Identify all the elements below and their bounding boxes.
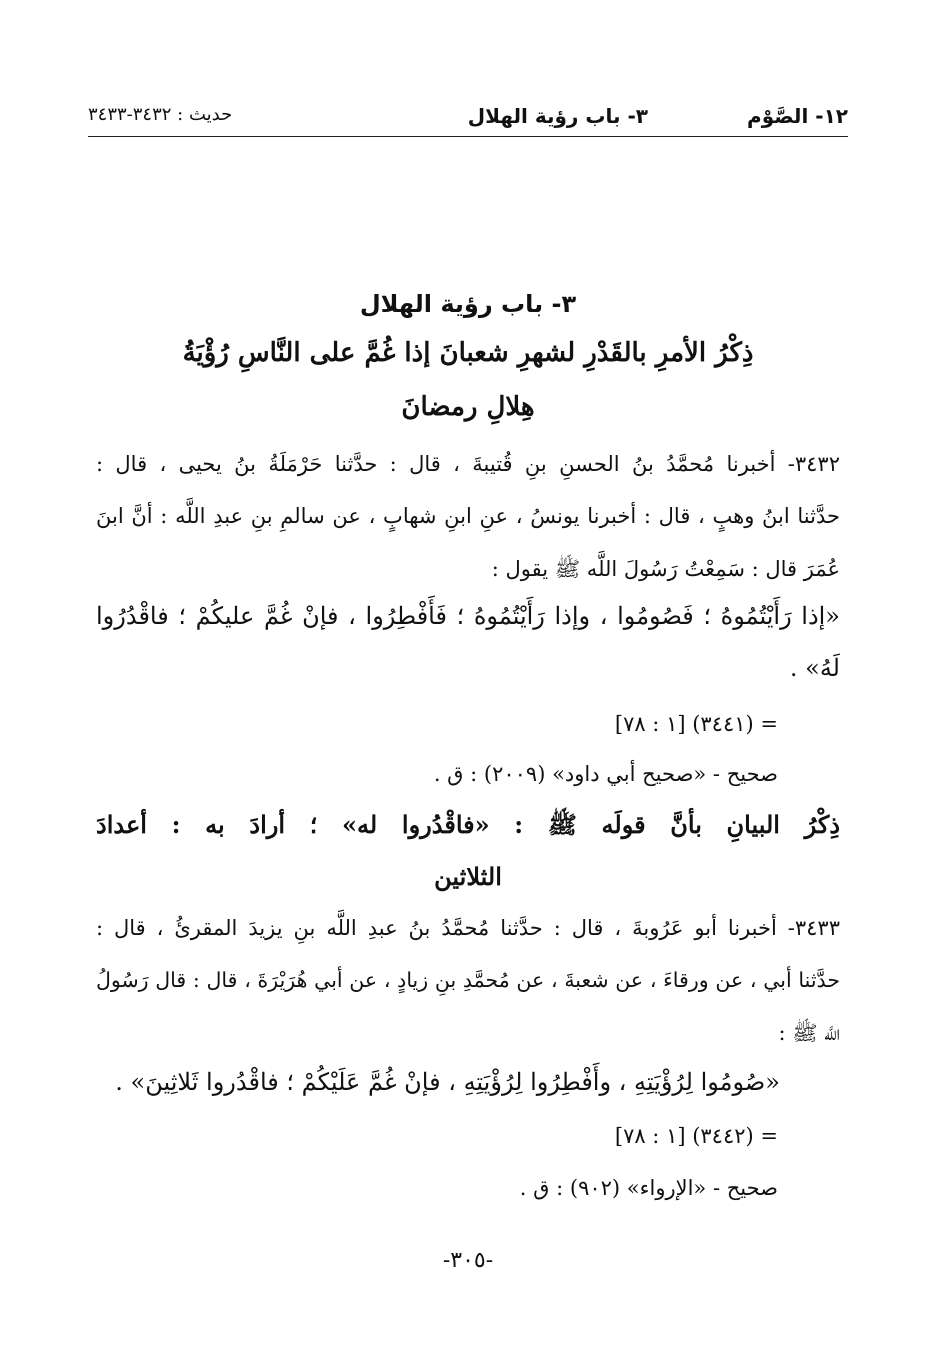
section-title-2-line-1: ذِكْرُ البيانِ بأنَّ قولَه ﷺ : «فاقْدُروا له» ؛ أرادَ به : أعدادَ <box>96 810 840 839</box>
hadith-3432-cross-reference: = (٣٤٤١) [١ : ٧٨] <box>614 712 778 736</box>
header-chapter: ١٢- الصَّوْم <box>747 104 848 128</box>
hadith-3432-isnad-line-2: حدَّثنا ابنُ وهبٍ ، قال : أخبرنا يونسُ ، عنِ ابنِ شهابٍ ، عن سالمِ بنِ عبدِ اللَّه : أنَّ ابنَ <box>96 504 840 528</box>
hadith-3432-grading: صحيح - «صحيح أبي داود» (٢٠٠٩) : ق . <box>433 762 778 786</box>
header-section: ٣- باب رؤية الهلال <box>467 104 648 128</box>
hadith-3433-matn: «صُومُوا لِرُؤْيَتِهِ ، وأَفْطِرُوا لِرُؤْيَتِهِ ، فإنْ غُمَّ عَلَيْكُمْ ؛ فاقْدُروا ثَلاثِينَ» . <box>115 1068 780 1096</box>
hadith-3433-grading: صحيح - «الإرواء» (٩٠٢) : ق . <box>519 1176 778 1200</box>
bab-heading: ٣- باب رؤية الهلال <box>359 290 577 318</box>
hadith-3433-isnad-line-2: حدَّثنا أبي ، عن ورقاءَ ، عن شعبةَ ، عن مُحمَّدِ بنِ زيادٍ ، عن أبي هُرَيْرَةَ ، قال : قال رَسُولُ <box>96 968 840 992</box>
hadith-3432-matn-line-2: لَهُ» . <box>789 654 840 682</box>
header-hadith-range: حديث : ٣٤٣٢-٣٤٣٣ <box>88 104 233 125</box>
section-title-2-line-2: الثلاثين <box>434 862 502 891</box>
hadith-3433-isnad-line-3: اللَّه ﷺ : <box>778 1021 840 1045</box>
section-title-1-line-1: ذِكْرُ الأمرِ بالقَدْرِ لشهرِ شعبانَ إذا غُمَّ على النَّاسِ رُؤْيَةُ <box>182 338 754 368</box>
page-number: -٣٠٥- <box>442 1248 494 1273</box>
hadith-3433-isnad-line-1: ٣٤٣٣- أخبرنا أبو عَرُوبةَ ، قال : حدَّثنا مُحمَّدُ بنُ عبدِ اللَّه بنِ يزيدَ المقرئُ ، قال : <box>96 916 840 940</box>
section-title-1-line-2: هِلالِ رمضانَ <box>401 392 535 422</box>
hadith-3433-cross-reference: = (٣٤٤٢) [١ : ٧٨] <box>614 1124 778 1148</box>
hadith-3432-matn-line-1: «إذا رَأَيْتُمُوهُ ؛ فَصُومُوا ، وإذا رَأَيْتُمُوهُ ؛ فَأَفْطِرُوا ، فإنْ غُمَّ عليكُمْ ؛ فاقْدُرُوا <box>96 602 840 630</box>
running-header <box>88 100 848 137</box>
hadith-3432-isnad-line-3: عُمَرَ قال : سَمِعْتُ رَسُولَ اللَّه ﷺ يقول : <box>491 557 840 581</box>
hadith-3432-isnad-line-1: ٣٤٣٢- أخبرنا مُحمَّدُ بنُ الحسنِ بنِ قُتيبةَ ، قال : حدَّثنا حَرْمَلَةُ بنُ يحيى ، قال : <box>96 452 840 476</box>
